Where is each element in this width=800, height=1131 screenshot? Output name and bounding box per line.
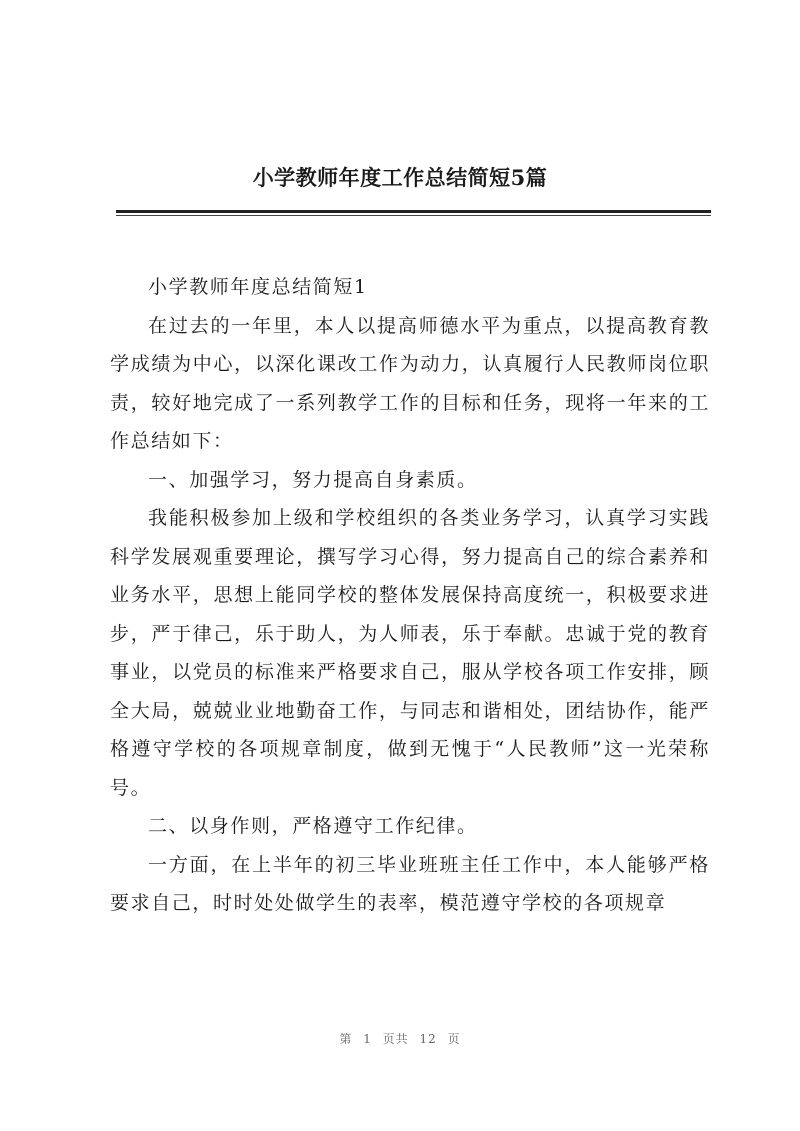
title-divider-thick (116, 210, 711, 213)
document-body (110, 268, 710, 923)
footer-prefix: 第 (339, 1032, 353, 1046)
subsection-heading: 二、以身作则，严格遵守工作纪律。 (148, 815, 478, 837)
footer-middle: 页共 (382, 1032, 409, 1046)
page-footer (0, 1030, 800, 1047)
title-divider-thin (116, 215, 711, 216)
document-title: 小学教师年度工作总结简短5篇 (252, 165, 548, 190)
body-paragraph: 我能积极参加上级和学校组织的各类业务学习，认真学习实践科学发展观重要理论，撰写学习心得，努力提高自己的综合素养和业务水平，思想上能同学校的整体发展保持高度统一，积极要求进步，严于律己，乐于助人，为人师表，乐于奉献。忠诚于党的教育事业，以党员的标准来严格要求自己，服从学校各项工作安排，顾全大局，兢兢业业地勤奋工作，与同志和谐相处，团结协作，能严格遵守学校的各项规章制度，做到无愧于“人民教师”这一光荣称号。 (110, 507, 711, 799)
section-heading: 小学教师年度总结简短1 (148, 276, 368, 298)
subsection-heading: 一、加强学习，努力提高自身素质。 (148, 468, 478, 491)
footer-total-pages: 12 (419, 1032, 437, 1046)
footer-page-number: 1 (363, 1032, 372, 1046)
footer-suffix: 页 (447, 1032, 461, 1046)
body-paragraph: 一方面，在上半年的初三毕业班班主任工作中，本人能够严格要求自己，时时处处做学生的表率，模范遵守学校的各项规章 (110, 853, 710, 914)
body-paragraph: 在过去的一年里，本人以提高师德水平为重点，以提高教育教学成绩为中心，以深化课改工作为动力，认真履行人民教师岗位职责，较好地完成了一系列教学工作的目标和任务，现将一年来的工作总结如下： (110, 314, 710, 452)
